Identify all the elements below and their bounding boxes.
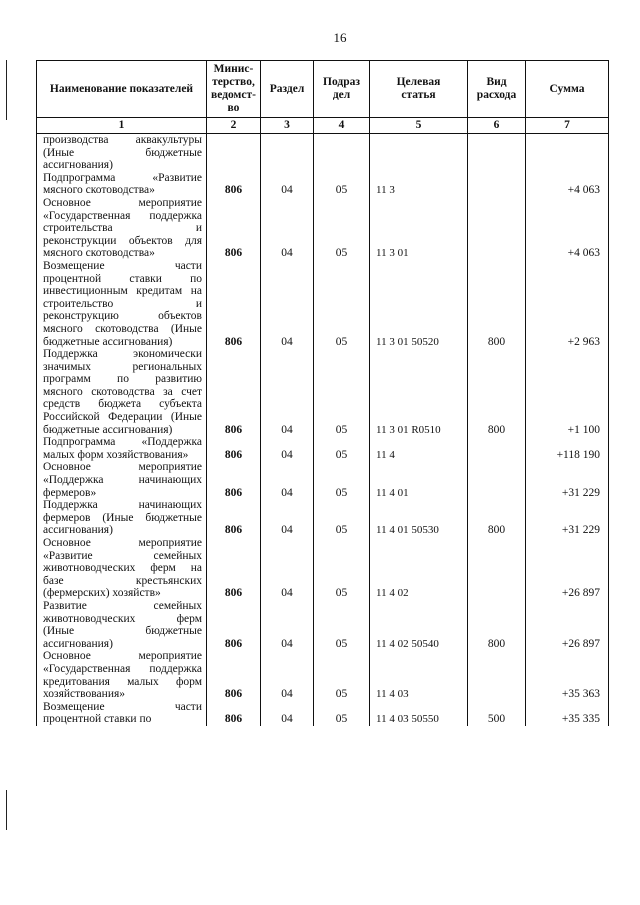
subsection-code: 05 (314, 197, 370, 260)
indicator-name-line: Поддержка экономически (43, 348, 202, 361)
table-row (37, 499, 609, 537)
subsection-code: 05 (314, 172, 370, 197)
margin-mark-top (6, 60, 7, 120)
target-article: 11 4 02 50540 (370, 600, 468, 650)
header-target: Целевая статья (370, 61, 468, 118)
sum-value: +35 363 (526, 650, 609, 700)
ministry-code: 806 (207, 172, 261, 197)
indicator-name-line: Возмещение части (43, 700, 202, 713)
section-code (261, 134, 314, 172)
indicator-name-line: строительство и (43, 297, 202, 310)
indicator-name-line: фермеров» (43, 486, 97, 499)
indicator-name-line: мясного скотоводства» (43, 184, 155, 197)
indicator-name (37, 600, 207, 650)
subsection-code: 05 (314, 650, 370, 700)
indicator-name-line: Подпрограмма «Поддержка (43, 436, 202, 449)
indicator-name (37, 461, 207, 499)
indicator-name-line: средств бюджета субъекта (43, 398, 202, 411)
subsection-code: 05 (314, 537, 370, 600)
indicator-name-line: «Государственная поддержка (43, 209, 202, 222)
expense-type: 800 (468, 600, 526, 650)
target-article (370, 134, 468, 172)
indicator-name-line: фермеров (Иные бюджетные (43, 511, 202, 524)
target-article: 11 4 (370, 436, 468, 461)
indicator-name-line: производства аквакультуры (43, 134, 202, 146)
subsection-code: 05 (314, 260, 370, 348)
expense-type: 800 (468, 348, 526, 436)
indicator-name-line: базе крестьянских (43, 574, 202, 587)
indicator-name-line: Основное мероприятие (43, 537, 202, 549)
indicator-name-line: мясного скотоводства (Иные (43, 322, 202, 335)
indicator-name-line: «Развитие семейных (43, 549, 202, 562)
indicator-name-line: программ по развитию (43, 373, 202, 386)
indicator-name-line: значимых региональных (43, 360, 202, 373)
indicator-name (37, 436, 207, 461)
section-code: 04 (261, 172, 314, 197)
indicator-name-line: (Иные бюджетные (43, 146, 202, 159)
target-article: 11 3 (370, 172, 468, 197)
table-row (37, 701, 609, 726)
indicator-name-line: Подпрограмма «Развитие (43, 171, 202, 184)
target-article: 11 4 01 (370, 461, 468, 499)
header-expense: Вид расхода (468, 61, 526, 118)
column-number: 5 (370, 118, 468, 134)
indicator-name-line: бюджетные ассигнования) (43, 423, 173, 436)
indicator-name (37, 172, 207, 197)
subsection-code: 05 (314, 436, 370, 461)
indicator-name-line: ассигнования) (43, 524, 113, 537)
indicator-name-line: малых форм хозяйствования» (43, 448, 189, 461)
section-code: 04 (261, 499, 314, 537)
indicator-name-line: Поддержка начинающих (43, 499, 202, 512)
subsection-code: 05 (314, 461, 370, 499)
section-code: 04 (261, 260, 314, 348)
column-number: 3 (261, 118, 314, 134)
indicator-name-line: мясного скотоводства за счет (43, 385, 202, 398)
sum-value: +31 229 (526, 499, 609, 537)
sum-value: +26 897 (526, 600, 609, 650)
indicator-name-line: реконструкции объектов для (43, 234, 202, 247)
expense-type (468, 134, 526, 172)
indicator-name-line: «Поддержка начинающих (43, 474, 202, 487)
indicator-name-line: реконструкцию объектов (43, 310, 202, 323)
expense-type: 500 (468, 701, 526, 726)
indicator-name (37, 701, 207, 726)
ministry-code: 806 (207, 461, 261, 499)
indicator-name-line: Возмещение части (43, 259, 202, 272)
indicator-name-line: Российской Федерации (Иные (43, 411, 202, 424)
table-row (37, 197, 609, 260)
indicator-name-line: (фермерских) хозяйств» (43, 587, 161, 600)
target-article: 11 4 03 (370, 650, 468, 700)
target-article: 11 3 01 (370, 197, 468, 260)
ministry-code: 806 (207, 600, 261, 650)
target-article: 11 4 03 50550 (370, 701, 468, 726)
header-section: Раздел (261, 61, 314, 118)
ministry-code: 806 (207, 260, 261, 348)
table-row (37, 650, 609, 700)
expense-type (468, 650, 526, 700)
sum-value: +31 229 (526, 461, 609, 499)
subsection-code: 05 (314, 600, 370, 650)
sum-value: +4 063 (526, 197, 609, 260)
indicator-name-line: бюджетные ассигнования) (43, 335, 173, 348)
indicator-name-line: инвестиционным кредитам на (43, 285, 202, 298)
expense-type (468, 197, 526, 260)
indicator-name (37, 499, 207, 537)
indicator-name-line: процентной ставки по (43, 272, 202, 285)
section-code: 04 (261, 537, 314, 600)
header-row (37, 61, 609, 118)
ministry-code: 806 (207, 197, 261, 260)
indicator-name-line: строительства и (43, 222, 202, 235)
indicator-name (37, 134, 207, 172)
indicator-name-line: Основное мероприятие (43, 196, 202, 209)
expense-type (468, 172, 526, 197)
ministry-code: 806 (207, 537, 261, 600)
sum-value: +4 063 (526, 172, 609, 197)
header-ministry: Минис- терство, ведомст- во (207, 61, 261, 118)
section-code: 04 (261, 436, 314, 461)
expense-type (468, 461, 526, 499)
margin-mark-bottom (6, 790, 7, 830)
column-number: 7 (526, 118, 609, 134)
sum-value: +35 335 (526, 701, 609, 726)
budget-table (36, 60, 608, 726)
table-row (37, 260, 609, 348)
indicator-name-line: животноводческих ферм на (43, 562, 202, 575)
indicator-name-line: хозяйствования» (43, 688, 126, 701)
sum-value: +1 100 (526, 348, 609, 436)
indicator-name (37, 348, 207, 436)
expense-type (468, 537, 526, 600)
indicator-name-line: кредитования малых форм (43, 675, 202, 688)
indicator-name-line: Основное мероприятие (43, 650, 202, 663)
section-code: 04 (261, 701, 314, 726)
indicator-name-line: Развитие семейных (43, 599, 202, 612)
target-article: 11 3 01 R0510 (370, 348, 468, 436)
target-article: 11 4 02 (370, 537, 468, 600)
section-code: 04 (261, 650, 314, 700)
expense-type: 800 (468, 260, 526, 348)
indicator-name-line: мясного скотоводства» (43, 247, 155, 260)
table-row (37, 172, 609, 197)
table-row (37, 134, 609, 172)
ministry-code (207, 134, 261, 172)
indicator-name-line: Основное мероприятие (43, 461, 202, 474)
indicator-name-line: ассигнования) (43, 159, 113, 172)
sum-value: +118 190 (526, 436, 609, 461)
sum-value: +26 897 (526, 537, 609, 600)
indicator-name (37, 650, 207, 700)
section-code: 04 (261, 600, 314, 650)
ministry-code: 806 (207, 499, 261, 537)
section-code: 04 (261, 348, 314, 436)
column-number: 1 (37, 118, 207, 134)
expense-type: 800 (468, 499, 526, 537)
ministry-code: 806 (207, 701, 261, 726)
subsection-code: 05 (314, 701, 370, 726)
table-row (37, 600, 609, 650)
table-row (37, 461, 609, 499)
header-sum: Сумма (526, 61, 609, 118)
target-article: 11 3 01 50520 (370, 260, 468, 348)
column-number-row (37, 118, 609, 134)
indicator-name-line: процентной ставки по (43, 713, 152, 726)
subsection-code: 05 (314, 499, 370, 537)
header-name: Наименование показателей (37, 61, 207, 118)
indicator-name (37, 260, 207, 348)
indicator-name-line: животноводческих ферм (43, 612, 202, 625)
indicator-name-line: (Иные бюджетные (43, 625, 202, 638)
indicator-name-line: ассигнования) (43, 637, 113, 650)
subsection-code: 05 (314, 348, 370, 436)
subsection-code (314, 134, 370, 172)
target-article: 11 4 01 50530 (370, 499, 468, 537)
ministry-code: 806 (207, 348, 261, 436)
sum-value (526, 134, 609, 172)
page-number: 16 (333, 30, 347, 45)
column-number: 4 (314, 118, 370, 134)
table-row (37, 436, 609, 461)
header-subsection: Подраз дел (314, 61, 370, 118)
table-row (37, 348, 609, 436)
section-code: 04 (261, 461, 314, 499)
ministry-code: 806 (207, 436, 261, 461)
column-number: 2 (207, 118, 261, 134)
indicator-name-line: «Государственная поддержка (43, 662, 202, 675)
section-code: 04 (261, 197, 314, 260)
indicator-name (37, 197, 207, 260)
column-number: 6 (468, 118, 526, 134)
ministry-code: 806 (207, 650, 261, 700)
indicator-name (37, 537, 207, 600)
table-row (37, 537, 609, 600)
expense-type (468, 436, 526, 461)
sum-value: +2 963 (526, 260, 609, 348)
